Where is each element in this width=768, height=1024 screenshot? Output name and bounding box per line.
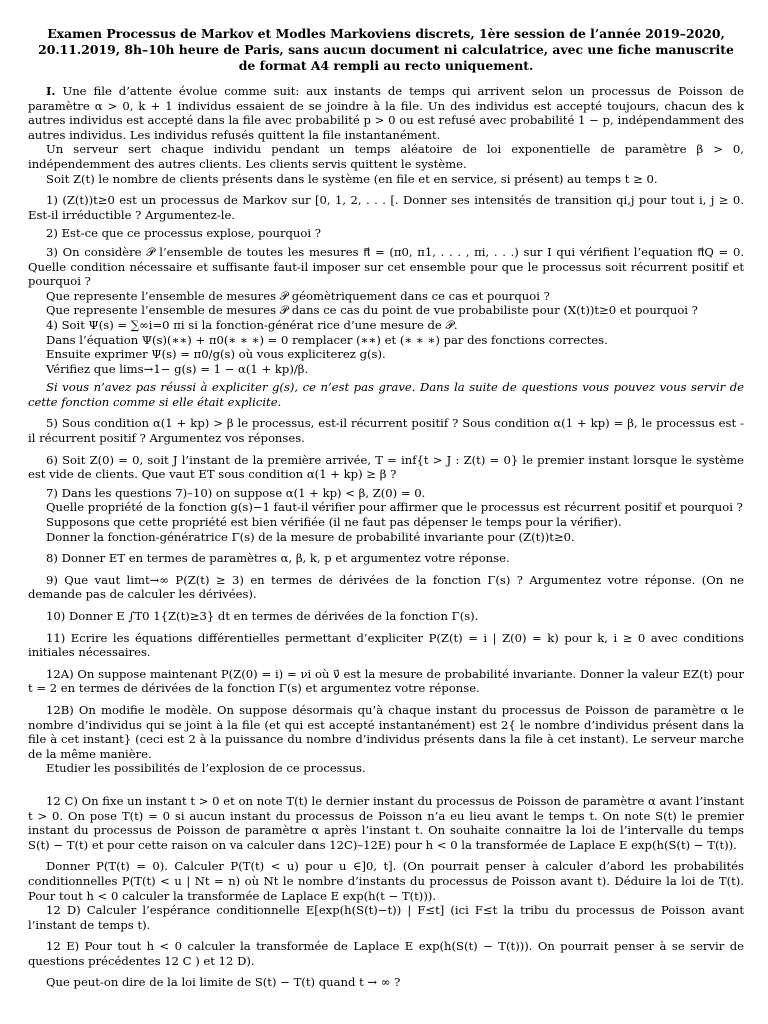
question-3: 3) On considère 𝒫 l’ensemble de toutes les mesures π⃗ = (π0, π1, . . . , πi, . . .) sur I qui vérifient l’equation π⃗Q = 0. Quelle condition nécessaire et suffisante faut-il imposer sur cet ensemble pour que le processus soit récurrent positif et pourquoi ? — [28, 244, 744, 289]
exam-title: Examen Processus de Markov et Modles Markoviens discrets, 1ère session de l’année 2019–2020, 20.11.2019, 8h–10h heure de Paris, sans aucun document ni calculatrice, avec une fiche manuscrite de format A4 rempli au recto uniquement. — [38, 26, 734, 73]
question-8: 8) Donner ET en termes de paramètres α, β, k, p et argumentez votre réponse. — [46, 551, 510, 566]
question-7-line-4: Donner la fonction-génératrice Γ(s) de la mesure de probabilité invariante pour (Z(t))t≥0. — [46, 529, 575, 544]
question-6: 6) Soit Z(0) = 0, soit J l’instant de la première arrivée, T = inf{t > J : Z(t) = 0} le premier instant lorsque le système est vide de clients. Que vaut ET sous condition α(1 + kp) ≥ β ? — [28, 452, 744, 482]
question-4-line-2: Dans l’équation Ψ(s)(∗∗) + π0(∗ ∗ ∗) = 0 remplacer (∗∗) et (∗ ∗ ∗) par des fonctions correctes. — [46, 332, 608, 347]
question-12b: 12B) On modifie le modèle. On suppose désormais qu’à chaque instant du processus de Poisson de paramètre α le nombre d’individus qui se joint à la file (et qui est accepté instantanément) est 2{ le nombre d’individus présent dans la file à cet instant} (ceci est 2 à la puissance du nombre d’individus présents dans la file à cet instant). Le serveur marche de la même manière. — [28, 702, 744, 761]
part-number: I. — [46, 84, 56, 98]
question-12c-line-2: Donner P(T(t) = 0). Calculer P(T(t) < u) pour u ∈]0, t]. (On pourrait penser à calculer d’abord les probabilités conditionnelles P(T(t) < u | Nt = n) où Nt le nombre d’instants du processus de Poisson avant t). Déduire la loi de T(t). Pour tout h < 0 calculer la transformée de Laplace E exp(h(t − T(t))). — [28, 859, 744, 903]
question-5: 5) Sous condition α(1 + kp) > β le processus, est-il récurrent positif ? Sous condition α(1 + kp) = β, le processus est -il récurrent positif ? Argumentez vos réponses. — [28, 416, 744, 446]
question-12e: 12 E) Pour tout h < 0 calculer la transformée de Laplace E exp(h(S(t) − T(t))). On pourrait penser à se servir de questions précédentes 12 C ) et 12 D). — [28, 939, 744, 968]
intro-paragraph-1 — [28, 84, 744, 142]
question-7: 7) Dans les questions 7)–10) on suppose α(1 + kp) < β, Z(0) = 0. — [46, 485, 426, 500]
question-12a: 12A) On suppose maintenant P(Z(0) = i) = νi où ν⃗ est la mesure de probabilité invariante. Donner la valeur EZ(t) pour t = 2 en termes de dérivées de la fonction Γ(s) et argumentez votre réponse. — [28, 666, 744, 696]
question-4: 4) Soit Ψ(s) = ∑∞i=0 πi si la fonction-générat rice d’une mesure de 𝒫. — [46, 317, 458, 332]
final-question: Que peut-on dire de la loi limite de S(t) − T(t) quand t → ∞ ? — [46, 975, 401, 990]
question-12d: 12 D) Calculer l’espérance conditionnelle E[exp(h(S(t)−t)) | F≤t] (ici F≤t la tribu du processus de Poisson avant l’instant de temps t). — [28, 903, 744, 932]
question-7-line-2: Quelle propriété de la fonction g(s)−1 faut-il vérifier pour affirmer que le processus est récurrent positif et pourquoi ? — [46, 500, 743, 515]
question-12b-line-2: Etudier les possibilités de l’explosion de ce processus. — [46, 761, 366, 776]
question-1: 1) (Z(t))t≥0 est un processus de Markov sur [0, 1, 2, . . . [. Donner ses intensités de transition qi,j pour tout i, j ≥ 0. Est-il irréductible ? Argumentez-le. — [28, 193, 744, 222]
question-7-line-3: Supposons que cette propriété est bien vérifiée (il ne faut pas dépenser le temps pour la vérifier). — [46, 515, 622, 530]
question-12c: 12 C) On fixe un instant t > 0 et on note T(t) le dernier instant du processus de Poisson de paramètre α avant l’instant t > 0. On pose T(t) = 0 si aucun instant du processus de Poisson n’a eu lieu avant le temps t. On note S(t) le premier instant du processus de Poisson de paramètre α après l’instant t. On souhaite connaitre la loi de l’intervalle du temps S(t) − T(t) et pour cette raison on va calculer dans 12C)–12E) pour h < 0 la transformée de Laplace E exp(h(S(t) − T(t)). — [28, 793, 744, 852]
question-10: 10) Donner E ∫T0 1{Z(t)≥3} dt en termes de dérivées de la fonction Γ(s). — [46, 609, 479, 623]
question-3-line-3: Que represente l’ensemble de mesures 𝒫 dans ce cas du point de vue probabiliste pour (X(t))t≥0 et pourquoi ? — [46, 303, 698, 318]
intro-text-1: Une file d’attente évolue comme suit: aux instants de temps qui arrivent selon un processus de Poisson de paramètre α > 0, k + 1 individus essaient de se joindre à la file. Un des individus est accepté toujours, chacun des k autres individus est accepté dans la file avec probabilité p > 0 ou est refusé avec probabilité 1 − p, indépendamment des autres individus. Les individus refusés quittent la file instantanément. — [28, 84, 744, 142]
note-paragraph: Si vous n’avez pas réussi à expliciter g(s), ce n’est pas grave. Dans la suite de questions vous pouvez vous servir de cette fonction comme si elle était explicite. — [28, 380, 744, 409]
question-2: 2) Est-ce que ce processus explose, pourquoi ? — [46, 226, 321, 241]
question-3-line-2: Que represente l’ensemble de mesures 𝒫 géomètriquement dans ce cas et pourquoi ? — [46, 288, 550, 303]
question-11: 11) Ecrire les équations différentielles permettant d’expliciter P(Z(t) = i | Z(0) = k) pour k, i ≥ 0 avec conditions initiales nécessaires. — [28, 630, 744, 660]
intro-paragraph-2: Un serveur sert chaque individu pendant un temps aléatoire de loi exponentielle de paramètre β > 0, indépendemment des autres clients. Les clients servis quittent le système. — [28, 142, 744, 171]
question-4-line-4: Vérifiez que lims→1− g(s) = 1 − α(1 + kp)/β. — [46, 361, 309, 376]
intro-paragraph-3: Soit Z(t) le nombre de clients présents dans le système (en file et en service, si présent) au temps t ≥ 0. — [46, 171, 658, 186]
question-9: 9) Que vaut limt→∞ P(Z(t) ≥ 3) en termes de dérivées de la fonction Γ(s) ? Argumentez votre réponse. (On ne demande pas de calculer les dérivées). — [28, 572, 744, 602]
question-4-line-3: Ensuite exprimer Ψ(s) = π0/g(s) où vous expliciterez g(s). — [46, 347, 386, 362]
